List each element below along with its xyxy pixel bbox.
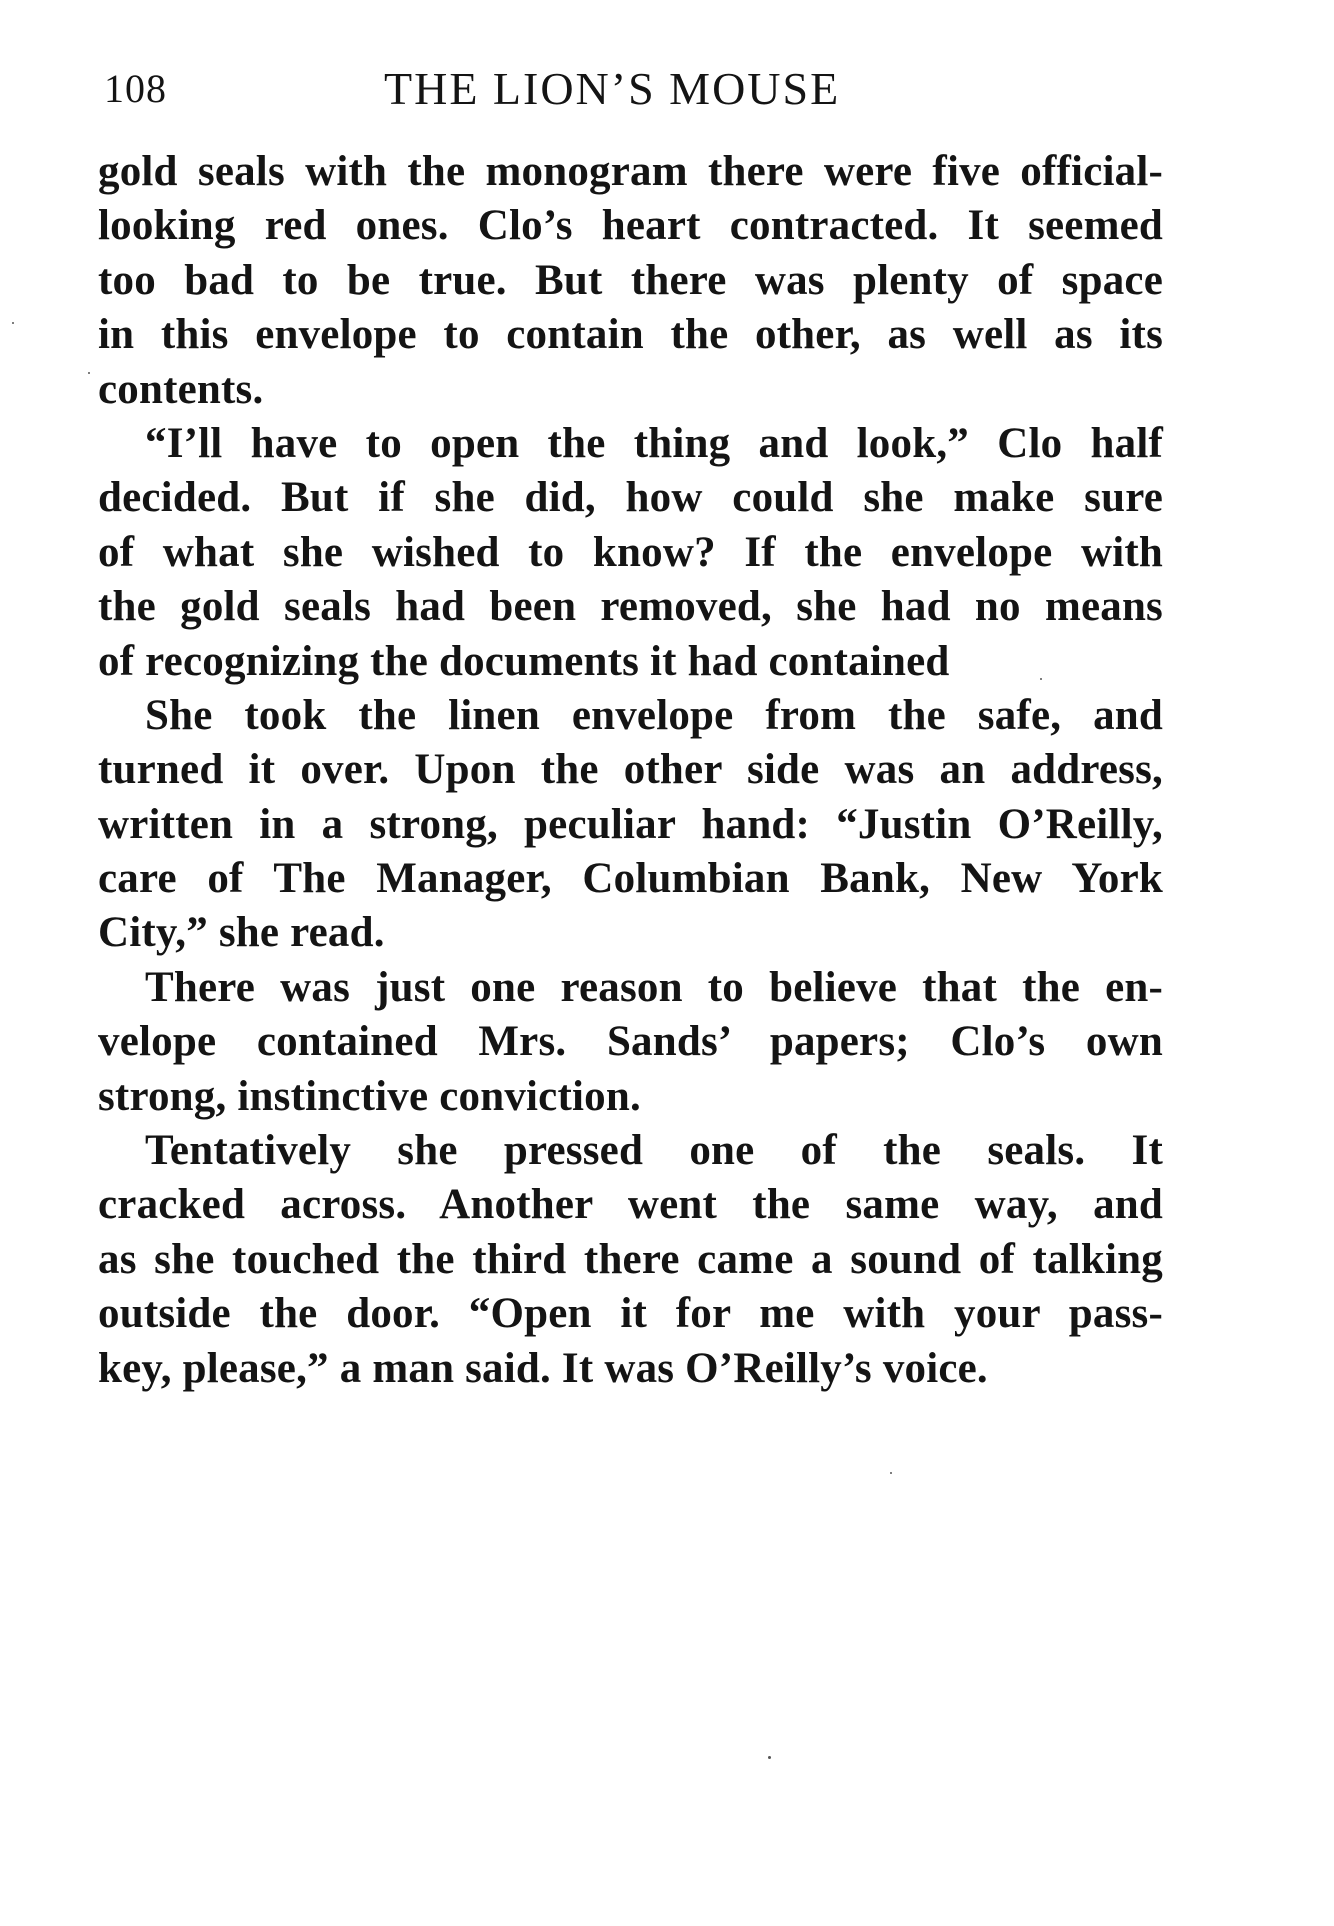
text-line: She took the linen envelope from the safe, and: [145, 691, 1163, 739]
text-line: cracked across. Another went the same way, and: [98, 1181, 1163, 1229]
text-line: of what she wished to know? If the envelope with: [98, 528, 1163, 576]
scan-speck: [12, 322, 14, 324]
text-line: outside the door. “Open it for me with your pass-: [98, 1290, 1163, 1338]
text-line: in this envelope to contain the other, as well as its: [98, 311, 1163, 359]
body-text: [98, 145, 1163, 1396]
text-line: the gold seals had been removed, she had no means: [98, 583, 1163, 631]
scan-speck: [88, 372, 90, 374]
text-line: as she touched the third there came a sound of talking: [98, 1235, 1163, 1283]
text-line: turned it over. Upon the other side was an address,: [98, 746, 1163, 794]
scan-speck: [890, 1472, 892, 1474]
scan-speck: [768, 1756, 771, 1759]
text-line: of recognizing the documents it had contained: [98, 637, 950, 685]
scan-speck: [1040, 678, 1042, 680]
text-line: City,” she read.: [98, 909, 385, 957]
text-line: too bad to be true. But there was plenty of space: [98, 256, 1163, 304]
text-line: “I’ll have to open the thing and look,” Clo half: [145, 419, 1163, 467]
text-line: strong, instinctive conviction.: [98, 1072, 641, 1120]
page-number: 108: [104, 66, 167, 111]
running-head: THE LION’S MOUSE: [384, 63, 841, 114]
text-line: decided. But if she did, how could she make sure: [98, 474, 1163, 522]
text-line: Tentatively she pressed one of the seals. It: [145, 1127, 1163, 1175]
text-line: contents.: [98, 365, 264, 413]
text-line: looking red ones. Clo’s heart contracted. It seemed: [98, 202, 1163, 250]
text-line: gold seals with the monogram there were five official-: [98, 148, 1163, 195]
page-header: [98, 60, 1158, 116]
text-line: velope contained Mrs. Sands’ papers; Clo’s own: [98, 1018, 1163, 1066]
text-line: key, please,” a man said. It was O’Reilly’s voice.: [98, 1344, 988, 1392]
text-line: There was just one reason to believe that the en-: [145, 963, 1163, 1011]
text-line: written in a strong, peculiar hand: “Justin O’Reilly,: [98, 800, 1163, 848]
text-line: care of The Manager, Columbian Bank, New York: [98, 855, 1163, 903]
